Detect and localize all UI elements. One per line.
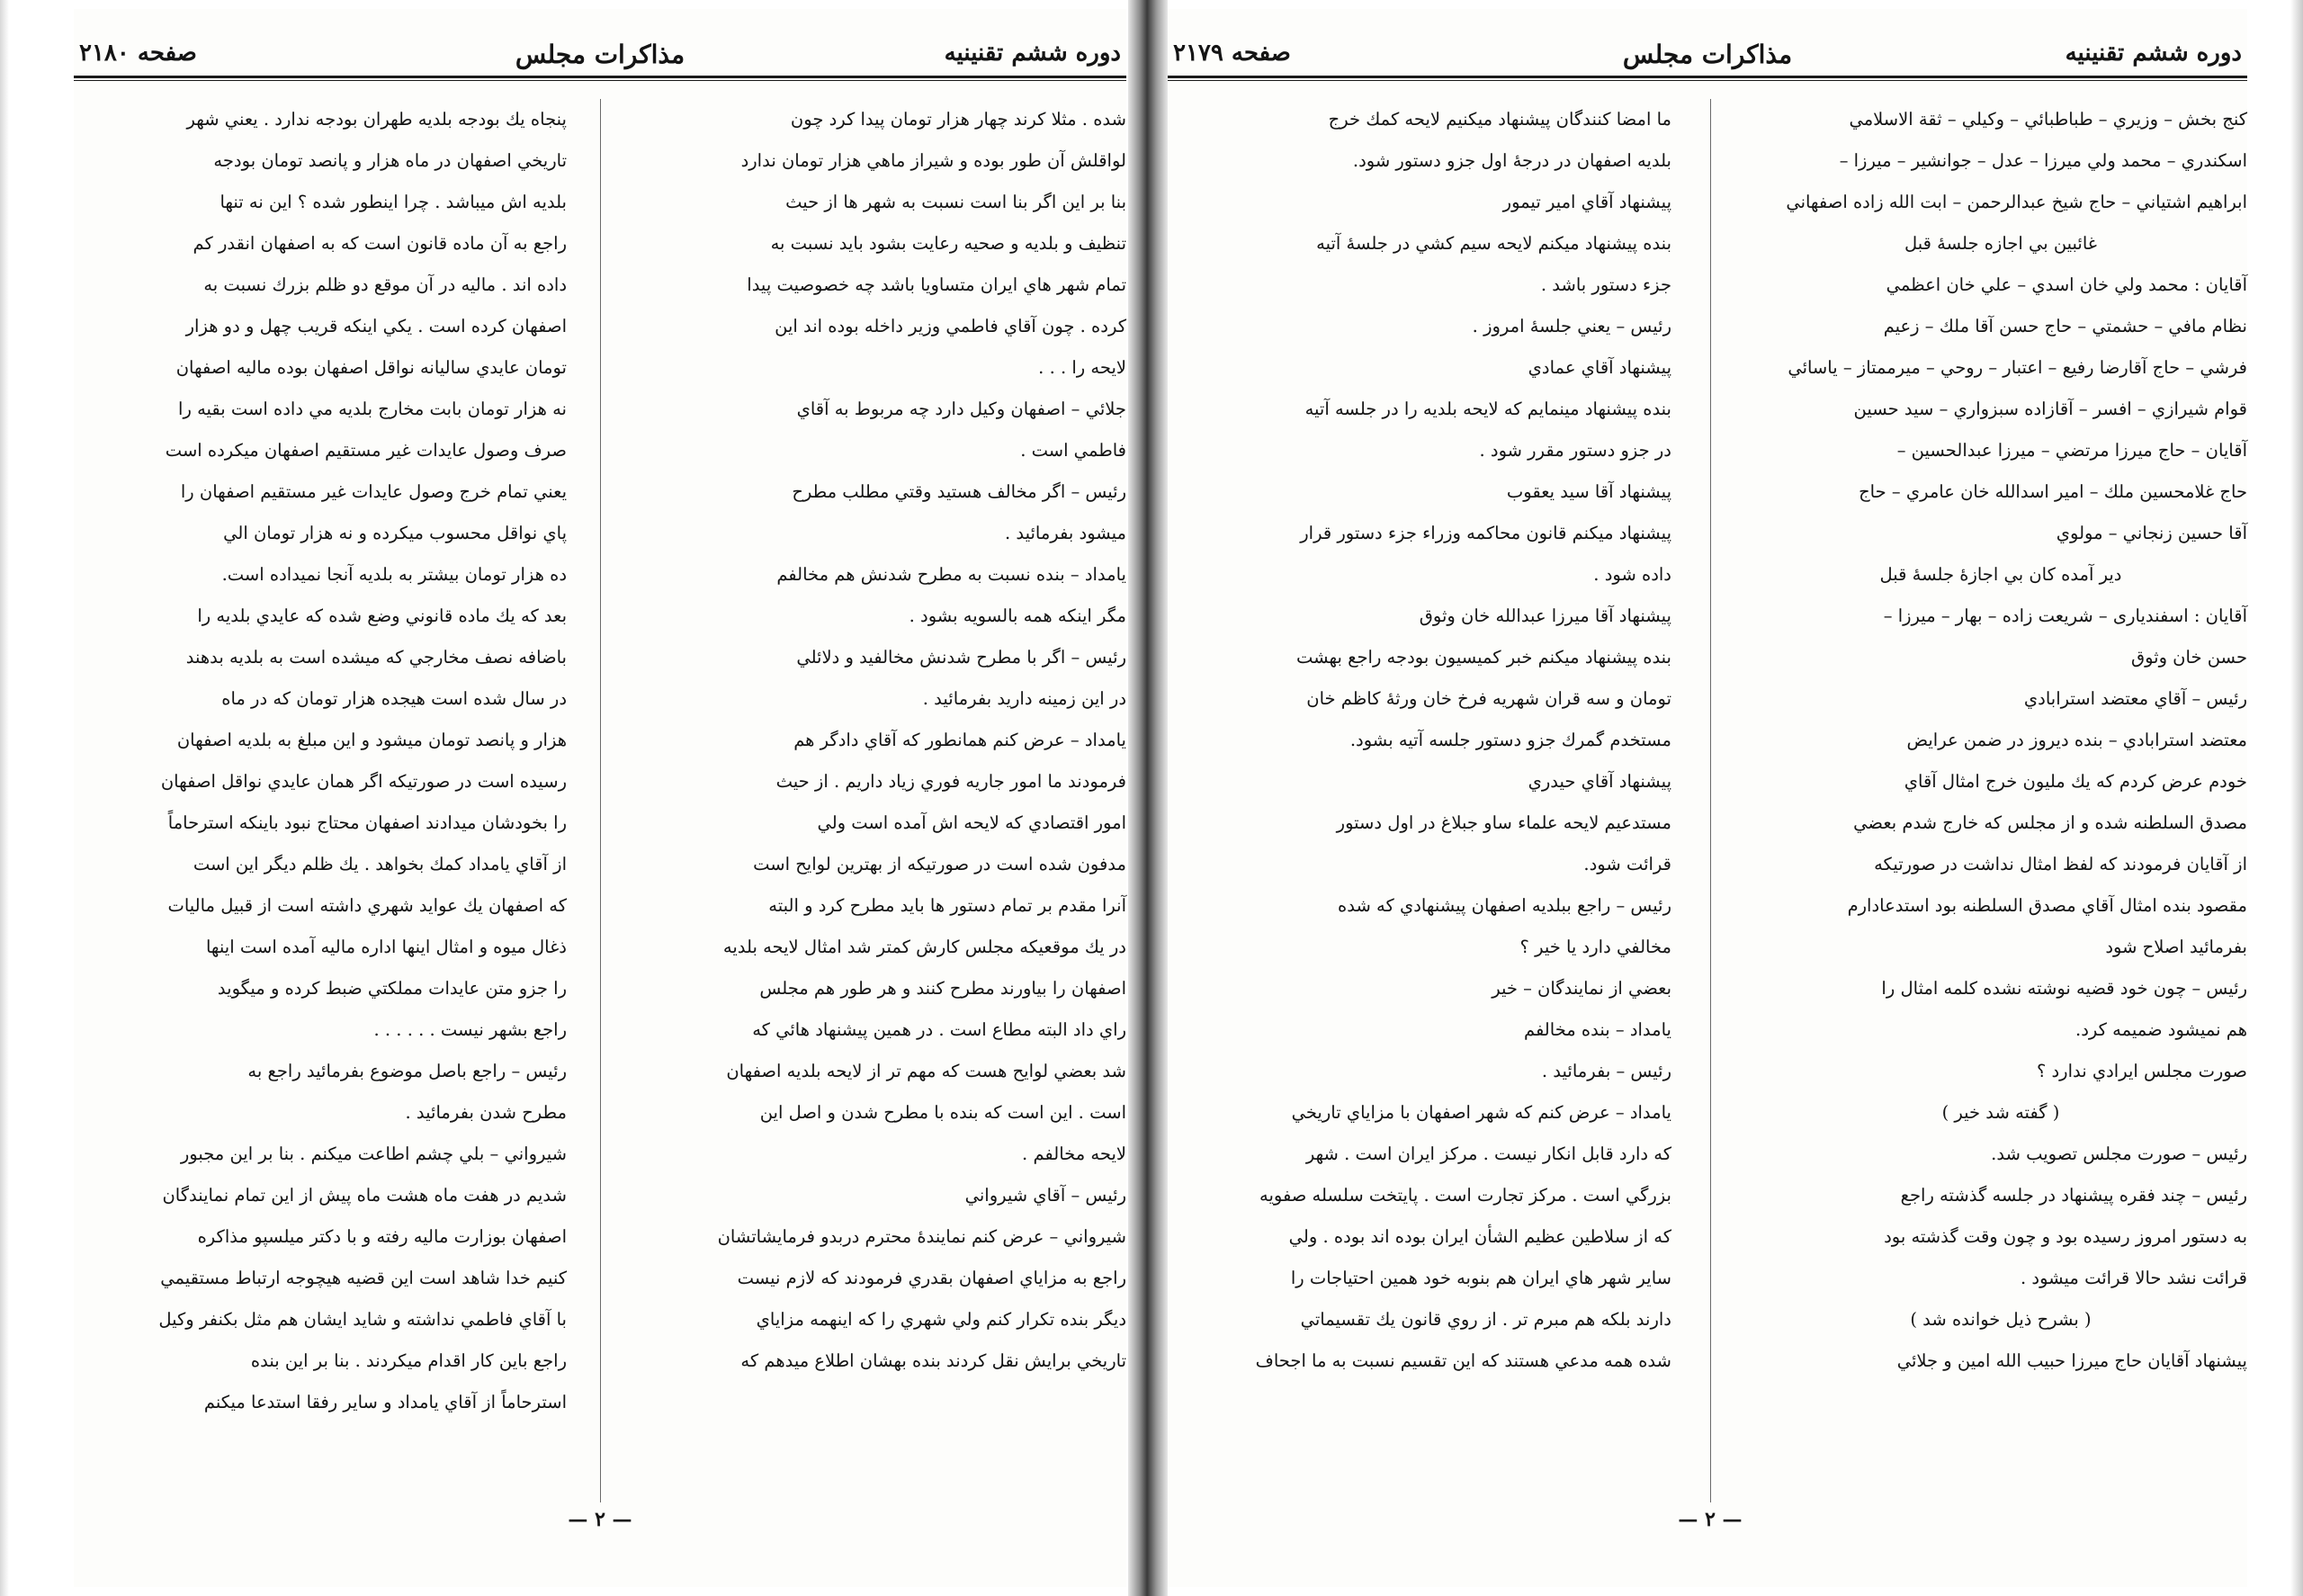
text-line: كه از سلاطين عظيم الشأن ايران بوده اند بوده . ولي: [1288, 1226, 1671, 1247]
page-header: [74, 32, 1126, 74]
text-line: تنظيف و بلديه و صحيه رعايت بشود بايد نسبت به: [770, 233, 1126, 254]
text-line: رئيس – صورت مجلس تصويب شد.: [1991, 1143, 2247, 1164]
text-line: ميشود بفرمائيد .: [1004, 523, 1126, 543]
text-line: ( گفته شد خير ): [1941, 1102, 2060, 1123]
text-line: كنيم خدا شاهد است اين قضيه هيچوجه ارتباط مستقيمي: [160, 1268, 567, 1288]
text-line: بفرمائيد اصلاح شود: [2105, 937, 2247, 957]
text-line: يامداد – بنده مخالفم: [1523, 1019, 1671, 1040]
text-line: آقا حسين زنجاني – مولوي: [2056, 523, 2247, 543]
text-line: صورت مجلس ايرادي ندارد ؟: [2036, 1061, 2247, 1081]
text-line: راجع باين كار اقدام ميكردند . بنا بر اين بنده: [250, 1350, 567, 1371]
text-line: ( بشرح ذيل خوانده شد ): [1910, 1309, 2092, 1330]
text-line: آقايان – حاج ميرزا مرتضي – ميرزا عبدالحسين –: [1896, 440, 2247, 461]
right-scan-edge: [2290, 0, 2303, 1596]
text-line: حسن خان وثوق: [2130, 647, 2247, 668]
text-line: راي داد البته مطاع است . در همين پيشنهاد هائي كه: [752, 1019, 1126, 1040]
text-line: به دستور امروز رسيده بود و چون وقت گذشته بود: [1884, 1226, 2247, 1247]
text-line: باضافه نصف مخارجي كه ميشده است به بلديه بدهند: [185, 647, 567, 668]
text-line: رئيس – اگر با مطرح شدنش مخالفيد و دلائلي: [796, 647, 1126, 668]
text-line: راجع به مزاياي اصفهان بقدري فرمودند كه لازم نيست: [737, 1268, 1126, 1288]
page-header: [1168, 32, 2247, 74]
text-line: رئيس – راجع ببلديه اصفهان پيشنهادي كه شده: [1338, 895, 1671, 916]
text-line: لايحه را . . .: [1038, 357, 1126, 378]
text-line: امور اقتصادي كه لايحه اش آمده است ولي: [817, 812, 1126, 833]
header-rule-thin: [74, 80, 1126, 81]
text-line: جلائي – اصفهان وكيل دارد چه مربوط به آقاي: [796, 399, 1126, 419]
left-scan-edge: [0, 0, 9, 1596]
book-gutter: [1128, 0, 1168, 1596]
text-line: شده . مثلا كرند چهار هزار تومان پيدا كرد چون: [790, 109, 1126, 130]
text-line: داده شود .: [1593, 564, 1671, 585]
text-line: پيشنهاد آقا سيد يعقوب: [1506, 481, 1671, 502]
text-line: پيشنهاد ميكنم قانون محاكمه وزراء جزء دستور قرار: [1300, 523, 1671, 543]
text-line: را جزو متن عايدات مملكتي ضبط كرده و ميگويد: [217, 978, 567, 999]
text-column-left: [74, 99, 567, 1502]
text-line: بعضي از نمايندگان – خير: [1492, 978, 1671, 999]
text-line: رسيده است در صورتيكه اگر همان عايدي نواقل اصفهان: [160, 771, 567, 792]
text-line: حاج غلامحسين ملك – امير اسدالله خان عامري – حاج: [1859, 481, 2247, 502]
text-line: مقصود بنده امثال آقاي مصدق السلطنه بود استدعادارم: [1847, 895, 2247, 916]
text-line: شده همه مدعي هستند كه اين تقسيم نسبت به ما اجحاف: [1255, 1350, 1671, 1371]
text-line: پيشنهاد آقاي امير تيمور: [1502, 192, 1671, 212]
text-line: از آقايان فرمودند كه لفظ امثال نداشت در صورتيكه: [1874, 854, 2247, 874]
text-line: شيرواني – عرض كنم نمايندهٔ محترم دربدو فرمايشاتشان: [717, 1226, 1126, 1247]
text-line: ذغال ميوه و امثال اينها اداره ماليه آمده است اينها: [205, 937, 567, 957]
text-line: مصدق السلطنه شده و از مجلس كه خارج شدم بعضي: [1853, 812, 2247, 833]
text-line: صرف وصول عايدات غير مستقيم اصفهان ميكرده است: [165, 440, 567, 461]
page-footer-number: — ۲ —: [1678, 1508, 1743, 1531]
text-line: اصفهان را بياورند مطرح كنند و هر طور هم مجلس: [759, 978, 1126, 999]
text-line: بزرگي است . مركز تجارت است . پايتخت سلسله صفويه: [1259, 1185, 1671, 1206]
text-line: مخالفي دارد يا خير ؟: [1519, 937, 1671, 957]
text-line: فرشي – حاج آقارضا رفيع – اعتبار – روحي – ميرممتاز – ياسائي: [1788, 357, 2247, 378]
text-line: غائبين بي اجازه جلسهٔ قبل: [1904, 233, 2098, 254]
text-line: تاريخي اصفهان در ماه هزار و پانصد تومان بودجه: [213, 150, 567, 171]
text-line: در يك موقعيكه مجلس كارش كمتر شد امثال لايحه بلديه: [722, 937, 1126, 957]
text-line: اسكندري – محمد ولي ميرزا – عدل – جوانشير – ميرزا –: [1839, 150, 2247, 171]
text-line: راجع به آن ماده قانون است كه به اصفهان انقدر كم: [193, 233, 567, 254]
text-line: بلديه اصفهان در درجهٔ اول جزو دستور شود.: [1352, 150, 1671, 171]
text-line: شد بعضي لوايح هست كه مهم تر از لايحه بلديه اصفهان: [726, 1061, 1126, 1081]
text-line: اصفهان كرده است . يكي اينكه قريب چهل و دو هزار: [185, 316, 567, 336]
text-line: معتضد استرابادي – بنده ديروز در ضمن عرايض: [1906, 730, 2247, 750]
text-line: دارند بلكه هم مبرم تر . از روي قانون يك تقسيماتي: [1300, 1309, 1671, 1330]
text-line: پيشنهاد آقايان حاج ميرزا حبيب الله امين و جلائي: [1896, 1350, 2247, 1371]
text-line: تاريخي برايش نقل كردند بنده بهشان اطلاع ميدهم كه: [740, 1350, 1126, 1371]
text-line: دير آمده كان بي اجازهٔ جلسهٔ قبل: [1879, 564, 2122, 585]
text-line: بنده پيشنهاد ميكنم خبر كميسيون بودجه راجع بهشت: [1295, 647, 1671, 668]
header-rule: [1168, 76, 2247, 78]
text-line: از آقاي يامداد كمك بخواهد . يك ظلم ديگر اين است: [193, 854, 567, 874]
text-line: آقايان : محمد ولي خان اسدي – علي خان اعظمي: [1886, 274, 2247, 295]
session-label: دوره ششم تقنينيه: [2065, 40, 2242, 67]
text-line: مطرح شدن بفرمائيد .: [405, 1102, 567, 1123]
text-line: يامداد – عرض كنم كه شهر اصفهان با مزاياي تاريخي: [1291, 1102, 1671, 1123]
text-line: پيشنهاد آقاي حيدري: [1528, 771, 1671, 792]
text-line: ديگر بنده تكرار كنم ولي شهري را كه اينهمه مزاياي: [756, 1309, 1126, 1330]
text-line: لواقلش آن طور بوده و شيراز ماهي هزار تومان ندارد: [740, 150, 1126, 171]
text-line: پيشنهاد آقا ميرزا عبدالله خان وثوق: [1419, 605, 1671, 626]
text-line: ده هزار تومان بيشتر به بلديه آنجا نميداده است.: [221, 564, 567, 585]
text-line: تمام شهر هاي ايران متساويا باشد چه خصوصيت پيدا: [747, 274, 1126, 295]
text-line: قرائت نشد حالا قرائت ميشود .: [2021, 1268, 2247, 1288]
text-line: شديم در هفت ماه هشت ماه پيش از اين تمام نمايندگان: [162, 1185, 567, 1206]
text-line: تومان عايدي ساليانه نواقل اصفهان بوده ماليه اصفهان: [175, 357, 567, 378]
text-line: پاي نواقل محسوب ميكرده و نه هزار تومان الي: [223, 523, 567, 543]
text-line: ما امضا كنندگان پيشنهاد ميكنيم لايحه كمك خرج: [1328, 109, 1671, 130]
session-label: دوره ششم تقنينيه: [944, 40, 1121, 67]
text-line: كه دارد قابل انكار نيست . مركز ايران است . شهر: [1305, 1143, 1671, 1164]
text-line: بنده پيشنهاد مينمايم كه لايحه بلديه را در جلسه آتيه: [1304, 399, 1671, 419]
text-line: ساير شهر هاي ايران هم بنوبه خود همين احتياجات را: [1290, 1268, 1671, 1288]
text-line: رئيس – راجع باصل موضوع بفرمائيد راجع به: [247, 1061, 567, 1081]
text-line: كرده . چون آقاي فاطمي وزير داخله بوده اند اين: [775, 316, 1126, 336]
text-line: كنج بخش – وزيري – طباطبائي – وكيلي – ثقة الاسلامي: [1849, 109, 2247, 130]
text-line: رئيس – آقاي شيرواني: [964, 1185, 1126, 1206]
text-line: در اين زمينه داريد بفرمائيد .: [922, 688, 1126, 709]
text-column-left: [1178, 99, 1671, 1502]
text-line: رئيس – آقاي معتضد استرابادي: [2023, 688, 2247, 709]
text-line: رئيس – چون خود قضيه نوشته نشده كلمه امثال را: [1881, 978, 2247, 999]
text-column-right: [633, 99, 1126, 1502]
text-line: رئيس – اگر مخالف هستيد وقتي مطلب مطرح: [792, 481, 1126, 502]
text-line: جزء دستور باشد .: [1540, 274, 1671, 295]
text-line: داده اند . ماليه در آن موقع دو ظلم بزرك نسبت به: [203, 274, 567, 295]
text-line: كه اصفهان يك عوايد شهري داشته است از قبيل ماليات: [167, 895, 567, 916]
text-line: رئيس – بفرمائيد .: [1541, 1061, 1671, 1081]
text-line: مستدعيم لايحه علماء ساو جبلاغ در اول دستور: [1336, 812, 1671, 833]
text-line: است . اين است كه بنده با مطرح شدن و اصل اين: [759, 1102, 1126, 1123]
text-line: فاطمي است .: [1020, 440, 1126, 461]
text-line: لايحه مخالفم .: [1022, 1143, 1126, 1164]
header-rule: [74, 76, 1126, 78]
text-line: در سال شده است هيجده هزار تومان كه در ماه: [221, 688, 567, 709]
text-line: نه هزار تومان بابت مخارج بلديه مي داده است بقيه را: [178, 399, 567, 419]
text-line: بنا بر اين اگر بنا است نسبت به شهر ها از حيث: [785, 192, 1126, 212]
text-line: اصفهان بوزارت ماليه رفته و با دكتر ميلسپو مذاكره: [197, 1226, 567, 1247]
left-page: [74, 9, 1126, 1587]
text-line: بلديه اش ميباشد . چرا اينطور شده ؟ اين نه تنها: [220, 192, 567, 212]
text-line: يعني تمام خرج وصول عايدات غير مستقيم اصفهان را: [180, 481, 567, 502]
text-line: مگر اينكه همه بالسويه بشود .: [909, 605, 1126, 626]
journal-title: مذاكرات مجلس: [1622, 40, 1793, 69]
text-line: با آقاي فاطمي نداشته و شايد ايشان هم مثل بكنفر وكيل: [158, 1309, 567, 1330]
text-line: تومان و سه قران شهريه فرخ خان ورثهٔ كاظم خان: [1306, 688, 1671, 709]
text-line: رئيس – چند فقره پيشنهاد در جلسه گذشته راجع: [1900, 1185, 2247, 1206]
text-line: استرحاماً از آقاي يامداد و ساير رفقا استدعا ميكنم: [203, 1392, 567, 1412]
text-line: قوام شيرازي – افسر – آقازاده سبزواري – سيد حسين: [1853, 399, 2247, 419]
text-line: آقايان : اسفنديارى – شريعت زاده – بهار – ميرزا –: [1883, 605, 2247, 626]
text-line: ابراهيم اشتياني – حاج شيخ عبدالرحمن – ابت الله زاده اصفهاني: [1786, 192, 2247, 212]
text-line: نظام مافي – حشمتي – حاج حسن آقا ملك – زعيم: [1883, 316, 2247, 336]
header-rule-thin: [1168, 80, 2247, 81]
text-line: رئيس – يعني جلسهٔ امروز .: [1472, 316, 1671, 336]
text-column-right: [1754, 99, 2247, 1502]
page-footer-number: — ۲ —: [568, 1508, 632, 1531]
text-line: شيرواني – بلي چشم اطاعت ميكنم . بنا بر اين مجبور: [180, 1143, 567, 1164]
text-line: مستخدم گمرك جزو دستور جلسه آتيه بشود.: [1349, 730, 1671, 750]
journal-title: مذاكرات مجلس: [515, 40, 686, 69]
page-number: صفحه ۲۱۷۹: [1173, 40, 1291, 67]
text-line: راجع بشهر نيست . . . . . .: [373, 1019, 567, 1040]
text-line: پيشنهاد آقاي عمادي: [1528, 357, 1671, 378]
page-number: صفحه ۲۱۸۰: [79, 40, 197, 67]
column-divider: [1710, 99, 1711, 1502]
text-line: هم نميشود ضميمه كرد.: [2075, 1019, 2247, 1040]
text-line: را بخودشان ميدادند اصفهان محتاج نبود باينكه استرحاماً: [167, 812, 567, 833]
text-line: بنده پيشنهاد ميكنم لايحه سيم كشي در جلسهٔ آتيه: [1316, 233, 1671, 254]
text-line: يامداد – بنده نسبت به مطرح شدنش هم مخالفم: [776, 564, 1126, 585]
text-line: هزار و پانصد تومان ميشود و اين مبلغ به بلديه اصفهان: [176, 730, 567, 750]
text-line: در جزو دستور مقرر شود .: [1479, 440, 1671, 461]
text-line: مدفون شده است در صورتيكه از بهترين لوايح است: [753, 854, 1126, 874]
text-line: فرمودند ما امور جاريه فوري زياد داريم . از حيث: [775, 771, 1126, 792]
text-line: خودم عرض كردم كه يك مليون خرج امثال آقاي: [1904, 771, 2247, 792]
text-line: آنرا مقدم بر تمام دستور ها بايد مطرح كرد و البته: [768, 895, 1126, 916]
text-line: بعد كه يك ماده قانوني وضع شده كه عايدي بلديه را: [197, 605, 567, 626]
text-line: پنجاه يك بودجه بلديه طهران بودجه ندارد . يعني شهر: [186, 109, 567, 130]
text-line: قرائت شود.: [1583, 854, 1671, 874]
right-page: [1168, 9, 2247, 1587]
column-divider: [600, 99, 601, 1502]
text-line: يامداد – عرض كنم همانطور كه آقاي دادگر هم: [793, 730, 1126, 750]
